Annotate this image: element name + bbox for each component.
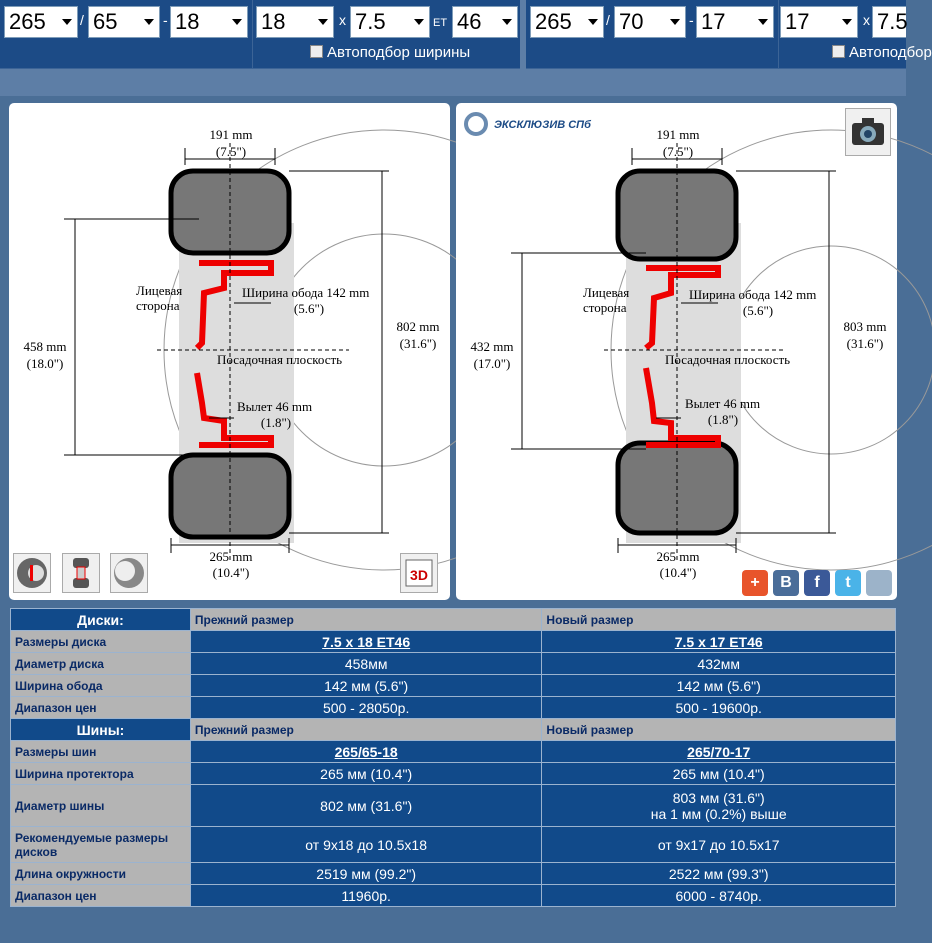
chevron-down-icon bbox=[502, 19, 512, 25]
tire-top bbox=[171, 171, 289, 253]
new-size-diagram bbox=[456, 103, 897, 600]
tire-width-mm: 191 mm bbox=[209, 127, 253, 142]
tire-profile-select[interactable]: 70 bbox=[614, 6, 686, 38]
wheel-angle-view-icon[interactable] bbox=[110, 553, 148, 593]
tires-header: Шины: bbox=[11, 719, 191, 741]
separator: - bbox=[689, 12, 694, 28]
tread-width-mm: 265 mm bbox=[209, 549, 253, 564]
cell-value: 2522 мм (99.3") bbox=[542, 863, 896, 885]
wheel-diagram bbox=[456, 103, 897, 600]
svg-text:3D: 3D bbox=[410, 567, 428, 583]
rim-width-select[interactable]: 7.5 bbox=[872, 6, 906, 38]
table-row bbox=[11, 785, 896, 827]
row-label: Диаметр диска bbox=[11, 653, 191, 675]
comparison-table bbox=[10, 608, 896, 907]
table-row bbox=[11, 675, 896, 697]
cell-value bbox=[190, 741, 542, 763]
cell-value: 11960р. bbox=[190, 885, 542, 907]
face-label: Лицевая bbox=[136, 283, 183, 298]
cell-value: 458мм bbox=[190, 653, 542, 675]
divider bbox=[252, 0, 253, 68]
cell-value: 142 мм (5.6") bbox=[542, 675, 896, 697]
tread-width-mm: 265 mm bbox=[656, 549, 700, 564]
checkbox-icon[interactable] bbox=[832, 45, 845, 58]
share-plus-icon[interactable]: + bbox=[742, 570, 768, 596]
row-label: Длина окружности bbox=[11, 863, 191, 885]
seat-plane-label: Посадочная плоскость bbox=[217, 352, 343, 367]
link[interactable]: 265/70-17 bbox=[687, 743, 751, 760]
row-label: Размеры шин bbox=[11, 741, 191, 763]
offset-in: (1.8") bbox=[260, 415, 292, 430]
svg-text:ЭКСКЛЮЗИВ СПб: ЭКСКЛЮЗИВ СПб bbox=[494, 119, 591, 131]
table-row bbox=[11, 885, 896, 907]
auto-width-checkbox[interactable]: Автоподбор ширины bbox=[310, 44, 470, 61]
table-row bbox=[11, 609, 896, 631]
face-label: Лицевая bbox=[583, 285, 630, 300]
rim-diameter-mm: 458 mm bbox=[23, 339, 67, 354]
face-label: сторона bbox=[136, 298, 180, 313]
rim-diameter-mm: 432 mm bbox=[470, 339, 514, 354]
chevron-down-icon bbox=[62, 19, 72, 25]
facebook-icon[interactable]: f bbox=[804, 570, 830, 596]
rim-width-label: Ширина обода 142 mm bbox=[689, 287, 817, 302]
rim-width-in: (5.6") bbox=[742, 303, 774, 318]
outer-diameter-mm: 802 mm bbox=[396, 319, 440, 334]
separator: / bbox=[80, 12, 84, 28]
tire-diameter-select[interactable]: 17 bbox=[696, 6, 774, 38]
link[interactable]: 7.5 x 18 ET46 bbox=[322, 633, 411, 650]
value-text: 803 мм (31.6") bbox=[672, 789, 765, 806]
old-size-diagram bbox=[9, 103, 450, 600]
et-label: ET bbox=[433, 17, 448, 29]
face-label: сторона bbox=[583, 300, 627, 315]
chevron-down-icon bbox=[318, 19, 328, 25]
auto-width-checkbox[interactable]: Автоподбор bbox=[832, 44, 932, 61]
row-label: Рекомендуемые размеры дисков bbox=[11, 827, 191, 863]
link[interactable]: 7.5 x 17 ET46 bbox=[674, 633, 763, 650]
view-3d-button[interactable] bbox=[400, 553, 438, 593]
cell-value: 500 - 19600р. bbox=[542, 697, 896, 719]
vk-icon[interactable]: B bbox=[773, 570, 799, 596]
cell-value bbox=[542, 741, 896, 763]
new-size-header: Новый размер bbox=[542, 609, 896, 631]
chevron-down-icon bbox=[414, 19, 424, 25]
checkbox-icon[interactable] bbox=[310, 45, 323, 58]
cell-value: 802 мм (31.6") bbox=[190, 785, 542, 827]
disks-header: Диски: bbox=[11, 609, 191, 631]
row-label: Диаметр шины bbox=[11, 785, 191, 827]
tire-width-in: (7.5") bbox=[662, 144, 694, 159]
tire-width-select[interactable]: 265 bbox=[4, 6, 78, 38]
offset-label: Вылет 46 mm bbox=[237, 399, 313, 414]
link[interactable]: 265/65-18 bbox=[334, 743, 398, 760]
cell-value: 500 - 28050р. bbox=[190, 697, 542, 719]
divider bbox=[778, 0, 779, 68]
wheel-diagram bbox=[9, 103, 450, 600]
tire-diameter-select[interactable]: 18 bbox=[170, 6, 248, 38]
livejournal-icon[interactable] bbox=[866, 570, 892, 596]
chevron-down-icon bbox=[842, 19, 852, 25]
table-row bbox=[11, 719, 896, 741]
row-label: Диапазон цен bbox=[11, 697, 191, 719]
tread-width-in: (10.4") bbox=[659, 565, 697, 580]
camera-icon[interactable] bbox=[845, 108, 891, 156]
separator: - bbox=[163, 12, 168, 28]
tire-profile-select[interactable]: 65 bbox=[88, 6, 160, 38]
seat-plane-label: Посадочная плоскость bbox=[665, 352, 791, 367]
cell-value: от 9x18 до 10.5x18 bbox=[190, 827, 542, 863]
table-row bbox=[11, 827, 896, 863]
brand-logo bbox=[466, 114, 592, 134]
tread-width-in: (10.4") bbox=[212, 565, 250, 580]
offset-label: Вылет 46 mm bbox=[685, 396, 761, 411]
offset-in: (1.8") bbox=[707, 412, 739, 427]
rim-diameter-select[interactable]: 18 bbox=[256, 6, 334, 38]
tire-section-view-icon[interactable] bbox=[62, 553, 100, 593]
row-label: Диапазон цен bbox=[11, 885, 191, 907]
rim-width-select[interactable]: 7.5 bbox=[350, 6, 430, 38]
cell-value: 265 мм (10.4") bbox=[542, 763, 896, 785]
table-row bbox=[11, 763, 896, 785]
cell-value: от 9x17 до 10.5x17 bbox=[542, 827, 896, 863]
cell-value: 142 мм (5.6") bbox=[190, 675, 542, 697]
table-row bbox=[11, 653, 896, 675]
separator: / bbox=[606, 12, 610, 28]
chevron-down-icon bbox=[232, 19, 242, 25]
cell-value: 2519 мм (99.2") bbox=[190, 863, 542, 885]
row-label: Размеры диска bbox=[11, 631, 191, 653]
rim-diameter-in: (17.0") bbox=[473, 356, 511, 371]
cell-value: 265 мм (10.4") bbox=[190, 763, 542, 785]
chevron-down-icon bbox=[758, 19, 768, 25]
chevron-down-icon bbox=[670, 19, 680, 25]
table-row bbox=[11, 863, 896, 885]
tire-width-mm: 191 mm bbox=[656, 127, 700, 142]
twitter-icon[interactable]: t bbox=[835, 570, 861, 596]
old-size-header: Прежний размер bbox=[190, 719, 542, 741]
separator: x bbox=[339, 12, 346, 28]
value-note: на 1 мм (0.2%) выше bbox=[650, 805, 787, 822]
rim-width-in: (5.6") bbox=[293, 301, 325, 316]
old-size-header: Прежний размер bbox=[190, 609, 542, 631]
cell-value bbox=[542, 785, 896, 827]
table-row bbox=[11, 631, 896, 653]
et-select[interactable]: 46 bbox=[452, 6, 518, 38]
outer-diameter-in: (31.6") bbox=[399, 336, 437, 351]
cell-value bbox=[542, 631, 896, 653]
tire-width-in: (7.5") bbox=[215, 144, 247, 159]
outer-diameter-in: (31.6") bbox=[846, 336, 884, 351]
chevron-down-icon bbox=[144, 19, 154, 25]
tire-side-view-icon[interactable] bbox=[13, 553, 51, 593]
table-row bbox=[11, 741, 896, 763]
outer-diameter-mm: 803 mm bbox=[843, 319, 887, 334]
right-size-panel bbox=[526, 0, 932, 69]
rim-diameter-in: (18.0") bbox=[26, 356, 64, 371]
cell-value: 432мм bbox=[542, 653, 896, 675]
table-row bbox=[11, 697, 896, 719]
left-size-panel bbox=[0, 0, 520, 69]
row-label: Ширина протектора bbox=[11, 763, 191, 785]
separator: x bbox=[863, 12, 870, 28]
cell-value: 6000 - 8740р. bbox=[542, 885, 896, 907]
tire-width-select[interactable]: 265 bbox=[530, 6, 604, 38]
rim-diameter-select[interactable]: 17 bbox=[780, 6, 858, 38]
chevron-down-icon bbox=[588, 19, 598, 25]
row-label: Ширина обода bbox=[11, 675, 191, 697]
new-size-header: Новый размер bbox=[542, 719, 896, 741]
cell-value bbox=[190, 631, 542, 653]
rim-width-label: Ширина обода 142 mm bbox=[242, 285, 370, 300]
